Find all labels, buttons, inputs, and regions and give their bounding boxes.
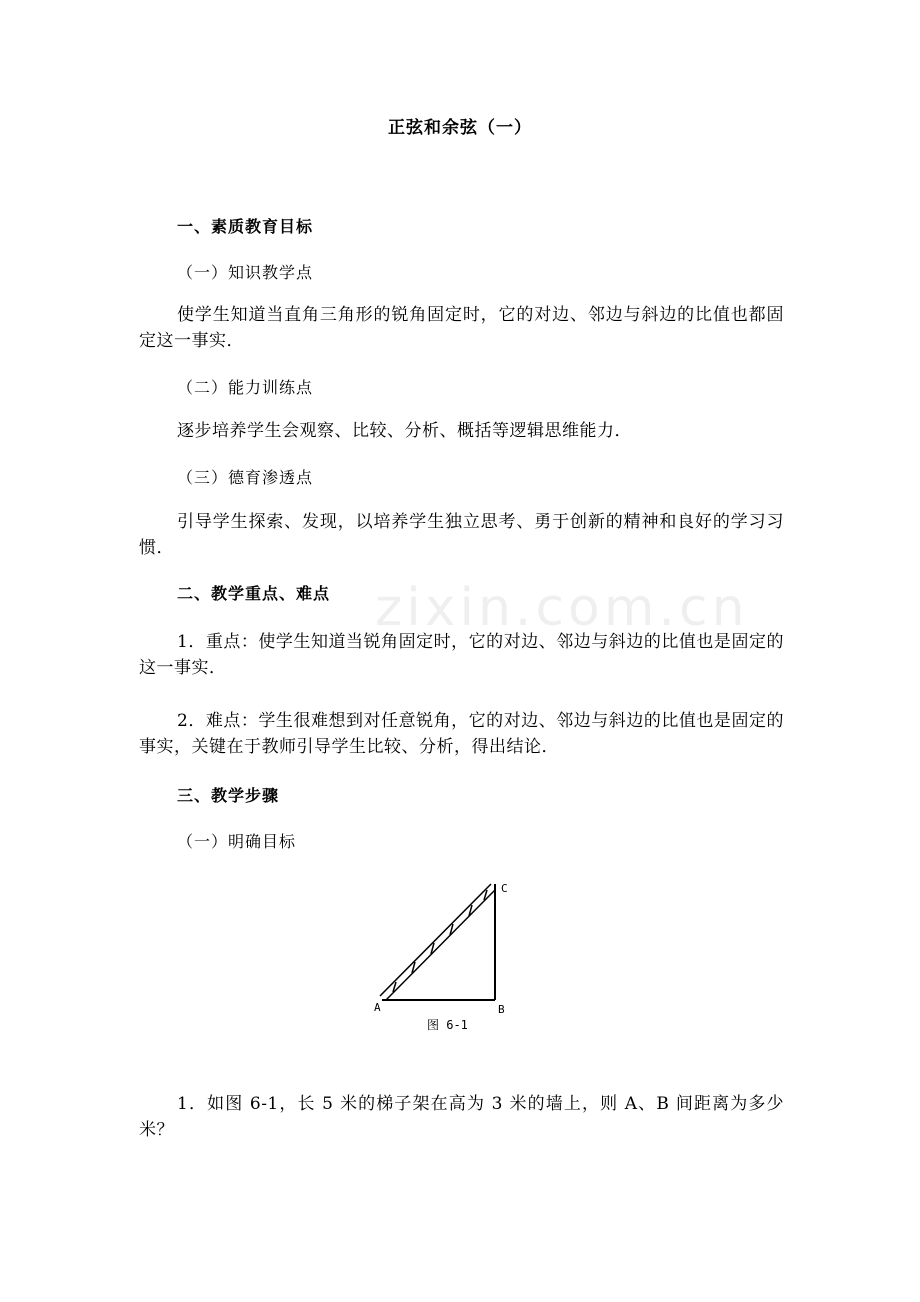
paragraph-knowledge: 使学生知道当直角三角形的锐角固定时，它的对边、邻边与斜边的比值也都固定这一事实． [139,305,784,351]
section-heading-steps: 三、教学步骤 [177,786,280,805]
page-title: 正弦和余弦（一） [388,118,532,138]
paragraph-difficulty: 2．难点：学生很难想到对任意锐角，它的对边、邻边与斜边的比值也是固定的事实，关键在于教师引导学生比较、分析，得出结论． [139,711,784,757]
vertex-label-b: B [498,1003,505,1016]
subheading-ability: （二）能力训练点 [177,378,314,397]
vertex-label-c: C [501,882,508,895]
ladder-rail-bottom [386,890,495,1000]
vertex-label-a: A [374,1001,381,1014]
section-heading-objectives: 一、素质教育目标 [177,217,314,236]
watermark: zixin.com.cn [375,578,749,638]
subheading-moral: （三）德育渗透点 [177,468,314,487]
subheading-goals: （一）明确目标 [177,832,297,851]
paragraph-ability: 逐步培养学生会观察、比较、分析、概括等逻辑思维能力． [177,421,632,441]
figure-ladder-triangle [360,870,540,1045]
paragraph-moral: 引导学生探索、发现，以培养学生独立思考、勇于创新的精神和良好的学习习惯． [139,512,784,558]
paragraph-key-point: 1．重点：使学生知道当锐角固定时，它的对边、邻边与斜边的比值也是固定的这一事实． [139,632,784,678]
figure-caption: 图 6-1 [427,1018,468,1032]
ladder-diagram [360,870,540,1045]
section-heading-key-points: 二、教学重点、难点 [177,584,331,603]
paragraph-question-1: 1．如图 6-1，长 5 米的梯子架在高为 3 米的墙上，则 A、B 间距离为多少米？ [139,1094,784,1140]
ladder-rail-top [380,884,491,996]
subheading-knowledge: （一）知识教学点 [177,263,314,282]
